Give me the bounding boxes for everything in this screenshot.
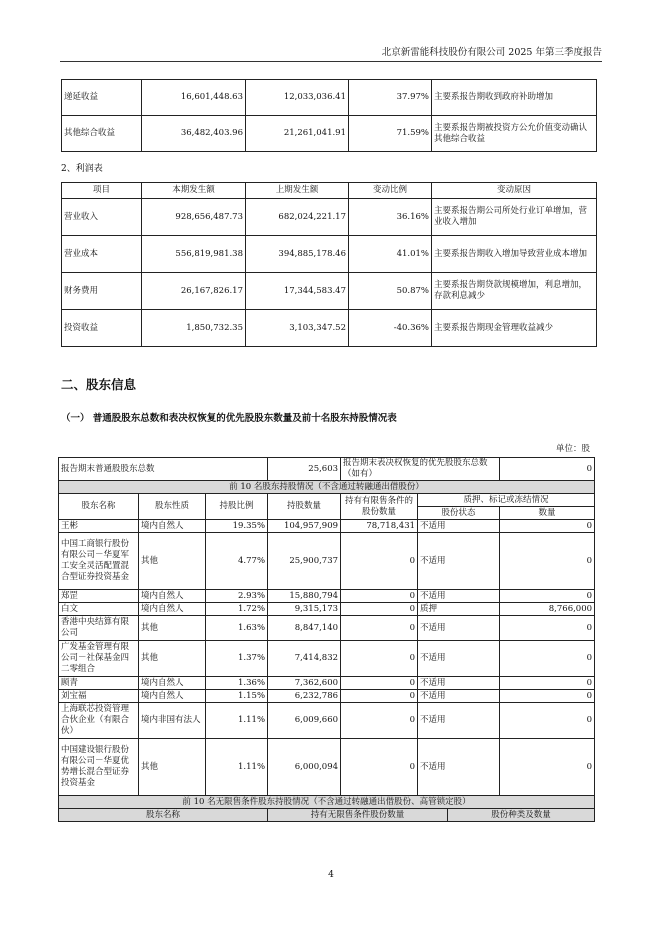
table-row <box>59 641 595 677</box>
unrestricted-header-row <box>59 809 595 822</box>
status-cell: 不适用 <box>418 590 500 603</box>
change-cell: 36.16% <box>349 199 432 236</box>
header-prior: 上期发生额 <box>246 183 349 199</box>
table-row <box>59 739 595 796</box>
table-row <box>62 236 597 273</box>
income-table <box>61 182 597 347</box>
restricted-cell: 0 <box>341 703 418 739</box>
shares-cell: 7,414,832 <box>268 641 341 677</box>
shares-cell: 15,880,794 <box>268 590 341 603</box>
unrestricted-title-row <box>59 796 595 809</box>
item-cell: 其他综合收益 <box>62 116 142 152</box>
restricted-cell: 0 <box>341 677 418 690</box>
prior-cell: 21,261,041.91 <box>246 116 349 152</box>
shares-cell: 6,009,660 <box>268 703 341 739</box>
status-cell: 不适用 <box>418 520 500 533</box>
shares-cell: 6,000,094 <box>268 739 341 796</box>
nature-cell: 境内自然人 <box>139 520 206 533</box>
status-cell: 不适用 <box>418 641 500 677</box>
prior-cell: 3,103,347.52 <box>246 310 349 347</box>
header-shares: 持股数量 <box>268 494 341 520</box>
header-current: 本期发生额 <box>142 183 246 199</box>
restricted-cell: 0 <box>341 603 418 616</box>
ratio-cell: 1.63% <box>206 616 268 641</box>
current-cell: 556,819,981.38 <box>142 236 246 273</box>
status-cell: 不适用 <box>418 677 500 690</box>
prior-cell: 682,024,221.17 <box>246 199 349 236</box>
nature-cell: 其他 <box>139 616 206 641</box>
header-name: 股东名称 <box>59 494 139 520</box>
restricted-cell: 0 <box>341 590 418 603</box>
table-row <box>59 533 595 590</box>
table-row <box>59 590 595 603</box>
name-cell: 香港中央结算有限公司 <box>59 616 139 641</box>
table-row <box>59 603 595 616</box>
restricted-cell: 0 <box>341 690 418 703</box>
item-cell: 营业收入 <box>62 199 142 236</box>
unrestricted-header-type: 股份种类及数量 <box>448 809 595 822</box>
section-subtitle: （一） 普通股股东总数和表决权恢复的优先股股东数量及前十名股东持股情况表 <box>61 413 397 424</box>
status-cell: 不适用 <box>418 690 500 703</box>
header-ratio: 持股比例 <box>206 494 268 520</box>
nature-cell: 境内自然人 <box>139 690 206 703</box>
header-reason: 变动原因 <box>432 183 597 199</box>
status-cell: 不适用 <box>418 616 500 641</box>
nature-cell: 境内自然人 <box>139 590 206 603</box>
header-restricted: 持有有限售条件的股份数量 <box>341 494 418 520</box>
top10-title: 前 10 名股东持股情况（不含通过转融通出借股份） <box>59 481 595 494</box>
total-label: 报告期末普通股股东总数 <box>59 458 268 481</box>
ratio-cell: 19.35% <box>206 520 268 533</box>
header-item: 项目 <box>62 183 142 199</box>
table-header-row <box>59 494 595 507</box>
item-cell: 递延收益 <box>62 80 142 116</box>
table-row <box>62 273 597 310</box>
name-cell: 郑罡 <box>59 590 139 603</box>
ratio-cell: 1.15% <box>206 690 268 703</box>
shares-cell: 7,362,600 <box>268 677 341 690</box>
qty-cell: 0 <box>500 533 595 590</box>
item-cell: 营业成本 <box>62 236 142 273</box>
ratio-cell: 1.72% <box>206 603 268 616</box>
ratio-cell: 1.37% <box>206 641 268 677</box>
reason-cell: 主要系报告期被投资方公允价值变动确认其他综合收益 <box>432 116 597 152</box>
name-cell: 中国建设银行股份有限公司－华夏优势增长混合型证券投资基金 <box>59 739 139 796</box>
nature-cell: 其他 <box>139 533 206 590</box>
header-pledge: 质押、标记或冻结情况 <box>418 494 595 507</box>
change-cell: 71.59% <box>349 116 432 152</box>
nature-cell: 其他 <box>139 641 206 677</box>
table-row <box>59 677 595 690</box>
ratio-cell: 4.77% <box>206 533 268 590</box>
ratio-cell: 1.11% <box>206 739 268 796</box>
table-row <box>59 690 595 703</box>
shares-cell: 104,957,909 <box>268 520 341 533</box>
unit-label: 单位：股 <box>555 444 590 454</box>
shares-cell: 6,232,786 <box>268 690 341 703</box>
status-cell: 质押 <box>418 603 500 616</box>
shares-cell: 25,900,737 <box>268 533 341 590</box>
header-nature: 股东性质 <box>139 494 206 520</box>
qty-cell: 0 <box>500 703 595 739</box>
change-cell: -40.36% <box>349 310 432 347</box>
name-cell: 顾青 <box>59 677 139 690</box>
reason-cell: 主要系报告期公司所处行业订单增加，营业收入增加 <box>432 199 597 236</box>
table-row <box>62 80 597 116</box>
page-header: 北京新雷能科技股份有限公司 2025 年第三季度报告 <box>60 44 602 62</box>
change-cell: 41.01% <box>349 236 432 273</box>
table-row <box>62 116 597 152</box>
ratio-cell: 1.11% <box>206 703 268 739</box>
prior-cell: 17,344,583.47 <box>246 273 349 310</box>
nature-cell: 境内非国有法人 <box>139 703 206 739</box>
ratio-cell: 1.36% <box>206 677 268 690</box>
restricted-cell: 0 <box>341 533 418 590</box>
unrestricted-title: 前 10 名无限售条件股东持股情况（不含通过转融通出借股份、高管锁定股） <box>59 796 595 809</box>
current-cell: 36,482,403.96 <box>142 116 246 152</box>
name-cell: 王彬 <box>59 520 139 533</box>
shares-cell: 8,847,140 <box>268 616 341 641</box>
qty-cell: 0 <box>500 590 595 603</box>
name-cell: 广发基金管理有限公司－社保基金四二零组合 <box>59 641 139 677</box>
qty-cell: 8,766,000 <box>500 603 595 616</box>
current-cell: 1,850,732.35 <box>142 310 246 347</box>
reason-cell: 主要系报告期收入增加导致营业成本增加 <box>432 236 597 273</box>
restricted-cell: 0 <box>341 641 418 677</box>
table-row <box>62 199 597 236</box>
table-row <box>59 520 595 533</box>
table-row <box>62 310 597 347</box>
reason-cell: 主要系报告期收到政府补助增加 <box>432 80 597 116</box>
unrestricted-header-shares: 持有无限售条件股份数量 <box>268 809 448 822</box>
shares-cell: 9,315,173 <box>268 603 341 616</box>
header-qty: 数量 <box>500 507 595 520</box>
restricted-cell: 0 <box>341 739 418 796</box>
prior-cell: 394,885,178.46 <box>246 236 349 273</box>
prior-cell: 12,033,036.41 <box>246 80 349 116</box>
nature-cell: 境内自然人 <box>139 677 206 690</box>
qty-cell: 0 <box>500 677 595 690</box>
name-cell: 中国工商银行股份有限公司－华夏军工安全灵活配置混合型证券投资基金 <box>59 533 139 590</box>
header-status: 股份状态 <box>418 507 500 520</box>
change-cell: 37.97% <box>349 80 432 116</box>
item-cell: 财务费用 <box>62 273 142 310</box>
qty-cell: 0 <box>500 739 595 796</box>
name-cell: 刘宝福 <box>59 690 139 703</box>
total-row <box>59 458 595 481</box>
qty-cell: 0 <box>500 520 595 533</box>
nature-cell: 境内自然人 <box>139 603 206 616</box>
restricted-cell: 0 <box>341 616 418 641</box>
shareholder-table <box>58 457 595 822</box>
table-row <box>59 703 595 739</box>
reason-cell: 主要系报告期现金管理收益减少 <box>432 310 597 347</box>
status-cell: 不适用 <box>418 739 500 796</box>
restricted-cell: 78,718,431 <box>341 520 418 533</box>
top10-title-row <box>59 481 595 494</box>
income-section-title: 2、利润表 <box>61 164 103 174</box>
pref-label: 报告期末表决权恢复的优先股股东总数（如有） <box>341 458 500 481</box>
qty-cell: 0 <box>500 616 595 641</box>
total-value: 25,603 <box>268 458 341 481</box>
pref-value: 0 <box>500 458 595 481</box>
status-cell: 不适用 <box>418 533 500 590</box>
ratio-cell: 2.93% <box>206 590 268 603</box>
name-cell: 上海联芯投资管理合伙企业（有限合伙） <box>59 703 139 739</box>
section-title: 二、股东信息 <box>61 377 137 392</box>
status-cell: 不适用 <box>418 703 500 739</box>
qty-cell: 0 <box>500 690 595 703</box>
page-number: 4 <box>328 870 334 880</box>
current-cell: 16,601,448.63 <box>142 80 246 116</box>
header-change: 变动比例 <box>349 183 432 199</box>
unrestricted-header-name: 股东名称 <box>59 809 268 822</box>
current-cell: 26,167,826.17 <box>142 273 246 310</box>
name-cell: 白文 <box>59 603 139 616</box>
table-header-row <box>62 183 597 199</box>
qty-cell: 0 <box>500 641 595 677</box>
table-row <box>59 616 595 641</box>
balance-change-table <box>61 79 597 152</box>
change-cell: 50.87% <box>349 273 432 310</box>
item-cell: 投资收益 <box>62 310 142 347</box>
current-cell: 928,656,487.73 <box>142 199 246 236</box>
reason-cell: 主要系报告期贷款规模增加，利息增加，存款利息减少 <box>432 273 597 310</box>
nature-cell: 其他 <box>139 739 206 796</box>
